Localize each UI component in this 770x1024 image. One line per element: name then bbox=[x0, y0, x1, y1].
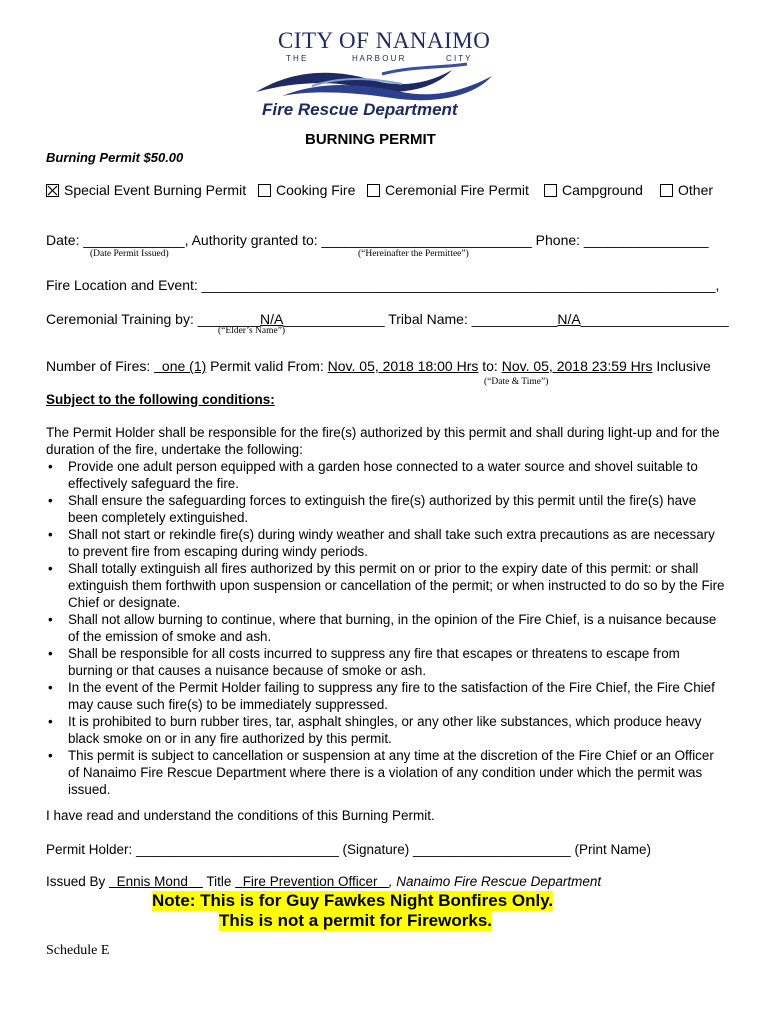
valid-from-label: Permit valid From: bbox=[210, 358, 324, 374]
tagline-the: T H E bbox=[286, 54, 307, 63]
checkbox-checked-icon[interactable] bbox=[46, 184, 59, 197]
permit-type-label: Special Event Burning Permit bbox=[64, 182, 247, 198]
elder-name-value: N/A bbox=[260, 311, 284, 327]
department-name: Fire Rescue Department bbox=[262, 100, 458, 119]
city-logo bbox=[252, 28, 502, 100]
note-fireworks: This is not a permit for Fireworks. bbox=[219, 911, 492, 930]
condition-item: • Shall be responsible for all costs incurred to suppress any fire that escapes or threatens to escape from burning or that causes a nuisance because of smoke or ash. bbox=[68, 645, 726, 679]
title-label: Title bbox=[206, 874, 232, 889]
page-title: BURNING PERMIT bbox=[305, 131, 436, 148]
tribal-tail: ___________________ bbox=[580, 311, 729, 327]
condition-item: • Shall totally extinguish all fires authorized by this permit on or prior to the expiry date of this permit: or shall extinguish them forthwith upon suspension or cancellation of the permit; or when instructed to do so by the Fire Chief or designate. bbox=[68, 560, 726, 611]
city-name: CITY OF NANAIMO bbox=[278, 28, 491, 53]
condition-item: • In the event of the Permit Holder failing to suppress any fire to the satisfaction of the Fire Chief, the Fire Chief may cause such fire(s) to be immediately suppressed. bbox=[68, 679, 726, 713]
permit-type-campground[interactable] bbox=[544, 182, 643, 198]
date-time-hint: (“Date & Time”) bbox=[484, 377, 549, 387]
permittee-hint: (“Hereinafter the Permittee”) bbox=[358, 249, 469, 259]
permit-type-other[interactable] bbox=[660, 182, 713, 198]
permit-type-label: Other bbox=[678, 182, 714, 198]
to-label: to: bbox=[482, 358, 498, 374]
elder-hint: (“Elder’s Name”) bbox=[218, 326, 286, 336]
fire-location-line[interactable]: Fire Location and Event: __________________________________________________________________, bbox=[46, 277, 720, 293]
permit-type-label: Cooking Fire bbox=[276, 182, 356, 198]
fires-count: one (1) bbox=[161, 358, 207, 374]
inclusive-label: Inclusive bbox=[656, 358, 711, 374]
checkbox-icon[interactable] bbox=[544, 184, 557, 197]
fires-label: Number of Fires: bbox=[46, 358, 151, 374]
tribal-name-value: N/A bbox=[557, 311, 581, 327]
ceremonial-label: Ceremonial Training by: ________ bbox=[46, 311, 261, 327]
ceremonial-training-line[interactable] bbox=[46, 311, 729, 327]
tribal-label: _____________ Tribal Name: ___________ bbox=[283, 311, 558, 327]
conditions-intro: The Permit Holder shall be responsible for the fire(s) authorized by this permit and shall during light-up and for the duration of the fire, undertake the following: bbox=[46, 425, 720, 457]
condition-item: • Shall ensure the safeguarding forces to extinguish the fire(s) authorized by this permit until the fire(s) have been completely extinguished. bbox=[68, 492, 726, 526]
permit-fee: Burning Permit $50.00 bbox=[46, 150, 184, 165]
issued-by-label: Issued By bbox=[46, 874, 106, 889]
issuer-org: , Nanaimo Fire Rescue Department bbox=[388, 874, 602, 889]
valid-from-value: Nov. 05, 2018 18:00 Hrs bbox=[327, 358, 479, 374]
issuer-title: Fire Prevention Officer bbox=[242, 874, 378, 889]
checkbox-icon[interactable] bbox=[367, 184, 380, 197]
tagline-city: C I T Y bbox=[446, 54, 471, 63]
date-authority-phone-line[interactable]: Date: _____________, Authority granted to: ___________________________ Phone: ________________ bbox=[46, 232, 709, 248]
condition-item: • Provide one adult person equipped with a garden hose connected to a water source and shovel suitable to effectively safeguard the fire. bbox=[68, 458, 726, 492]
condition-item: • Shall not start or rekindle fire(s) during windy weather and shall take such extra precautions as are necessary to prevent fire from escaping during windy periods. bbox=[68, 526, 726, 560]
condition-item: • It is prohibited to burn rubber tires, tar, asphalt shingles, or any other like substances, which produce heavy black smoke on or in any fire authorized by this permit. bbox=[68, 713, 726, 747]
condition-item: • Shall not allow burning to continue, where that burning, in the opinion of the Fire Chief, is a nuisance because of the emission of smoke and ash. bbox=[68, 611, 726, 645]
checkbox-icon[interactable] bbox=[258, 184, 271, 197]
valid-to-value: Nov. 05, 2018 23:59 Hrs bbox=[501, 358, 653, 374]
permit-type-label: Campground bbox=[562, 182, 643, 198]
checkbox-icon[interactable] bbox=[660, 184, 673, 197]
conditions-list bbox=[46, 458, 726, 798]
permit-type-special-event[interactable] bbox=[46, 182, 246, 198]
note-bonfires: Note: This is for Guy Fawkes Night Bonfires Only. bbox=[152, 891, 554, 910]
issued-by-line bbox=[46, 874, 601, 889]
issuer-name: Ennis Mond bbox=[116, 874, 188, 889]
conditions-heading: Subject to the following conditions: bbox=[46, 392, 275, 407]
acknowledge-text: I have read and understand the conditions of this Burning Permit. bbox=[46, 808, 435, 823]
number-of-fires-line[interactable] bbox=[46, 358, 711, 374]
conditions-body bbox=[46, 424, 726, 798]
permit-type-cooking-fire[interactable] bbox=[258, 182, 355, 198]
tagline-harbour: H A R B O U R bbox=[352, 54, 405, 63]
permit-holder-line[interactable]: Permit Holder: ___________________________ (Signature) _____________________ (Print Name) bbox=[46, 842, 651, 857]
date-hint: (Date Permit Issued) bbox=[90, 249, 169, 259]
waves-logo-icon bbox=[252, 62, 502, 102]
schedule-label: Schedule E bbox=[46, 943, 110, 958]
permit-type-label: Ceremonial Fire Permit bbox=[385, 182, 529, 198]
condition-item: • This permit is subject to cancellation or suspension at any time at the discretion of the Fire Chief or an Officer of Nanaimo Fire Rescue Department where there is a violation of any condition under which the permit was issued. bbox=[68, 747, 726, 798]
permit-type-ceremonial[interactable] bbox=[367, 182, 529, 198]
